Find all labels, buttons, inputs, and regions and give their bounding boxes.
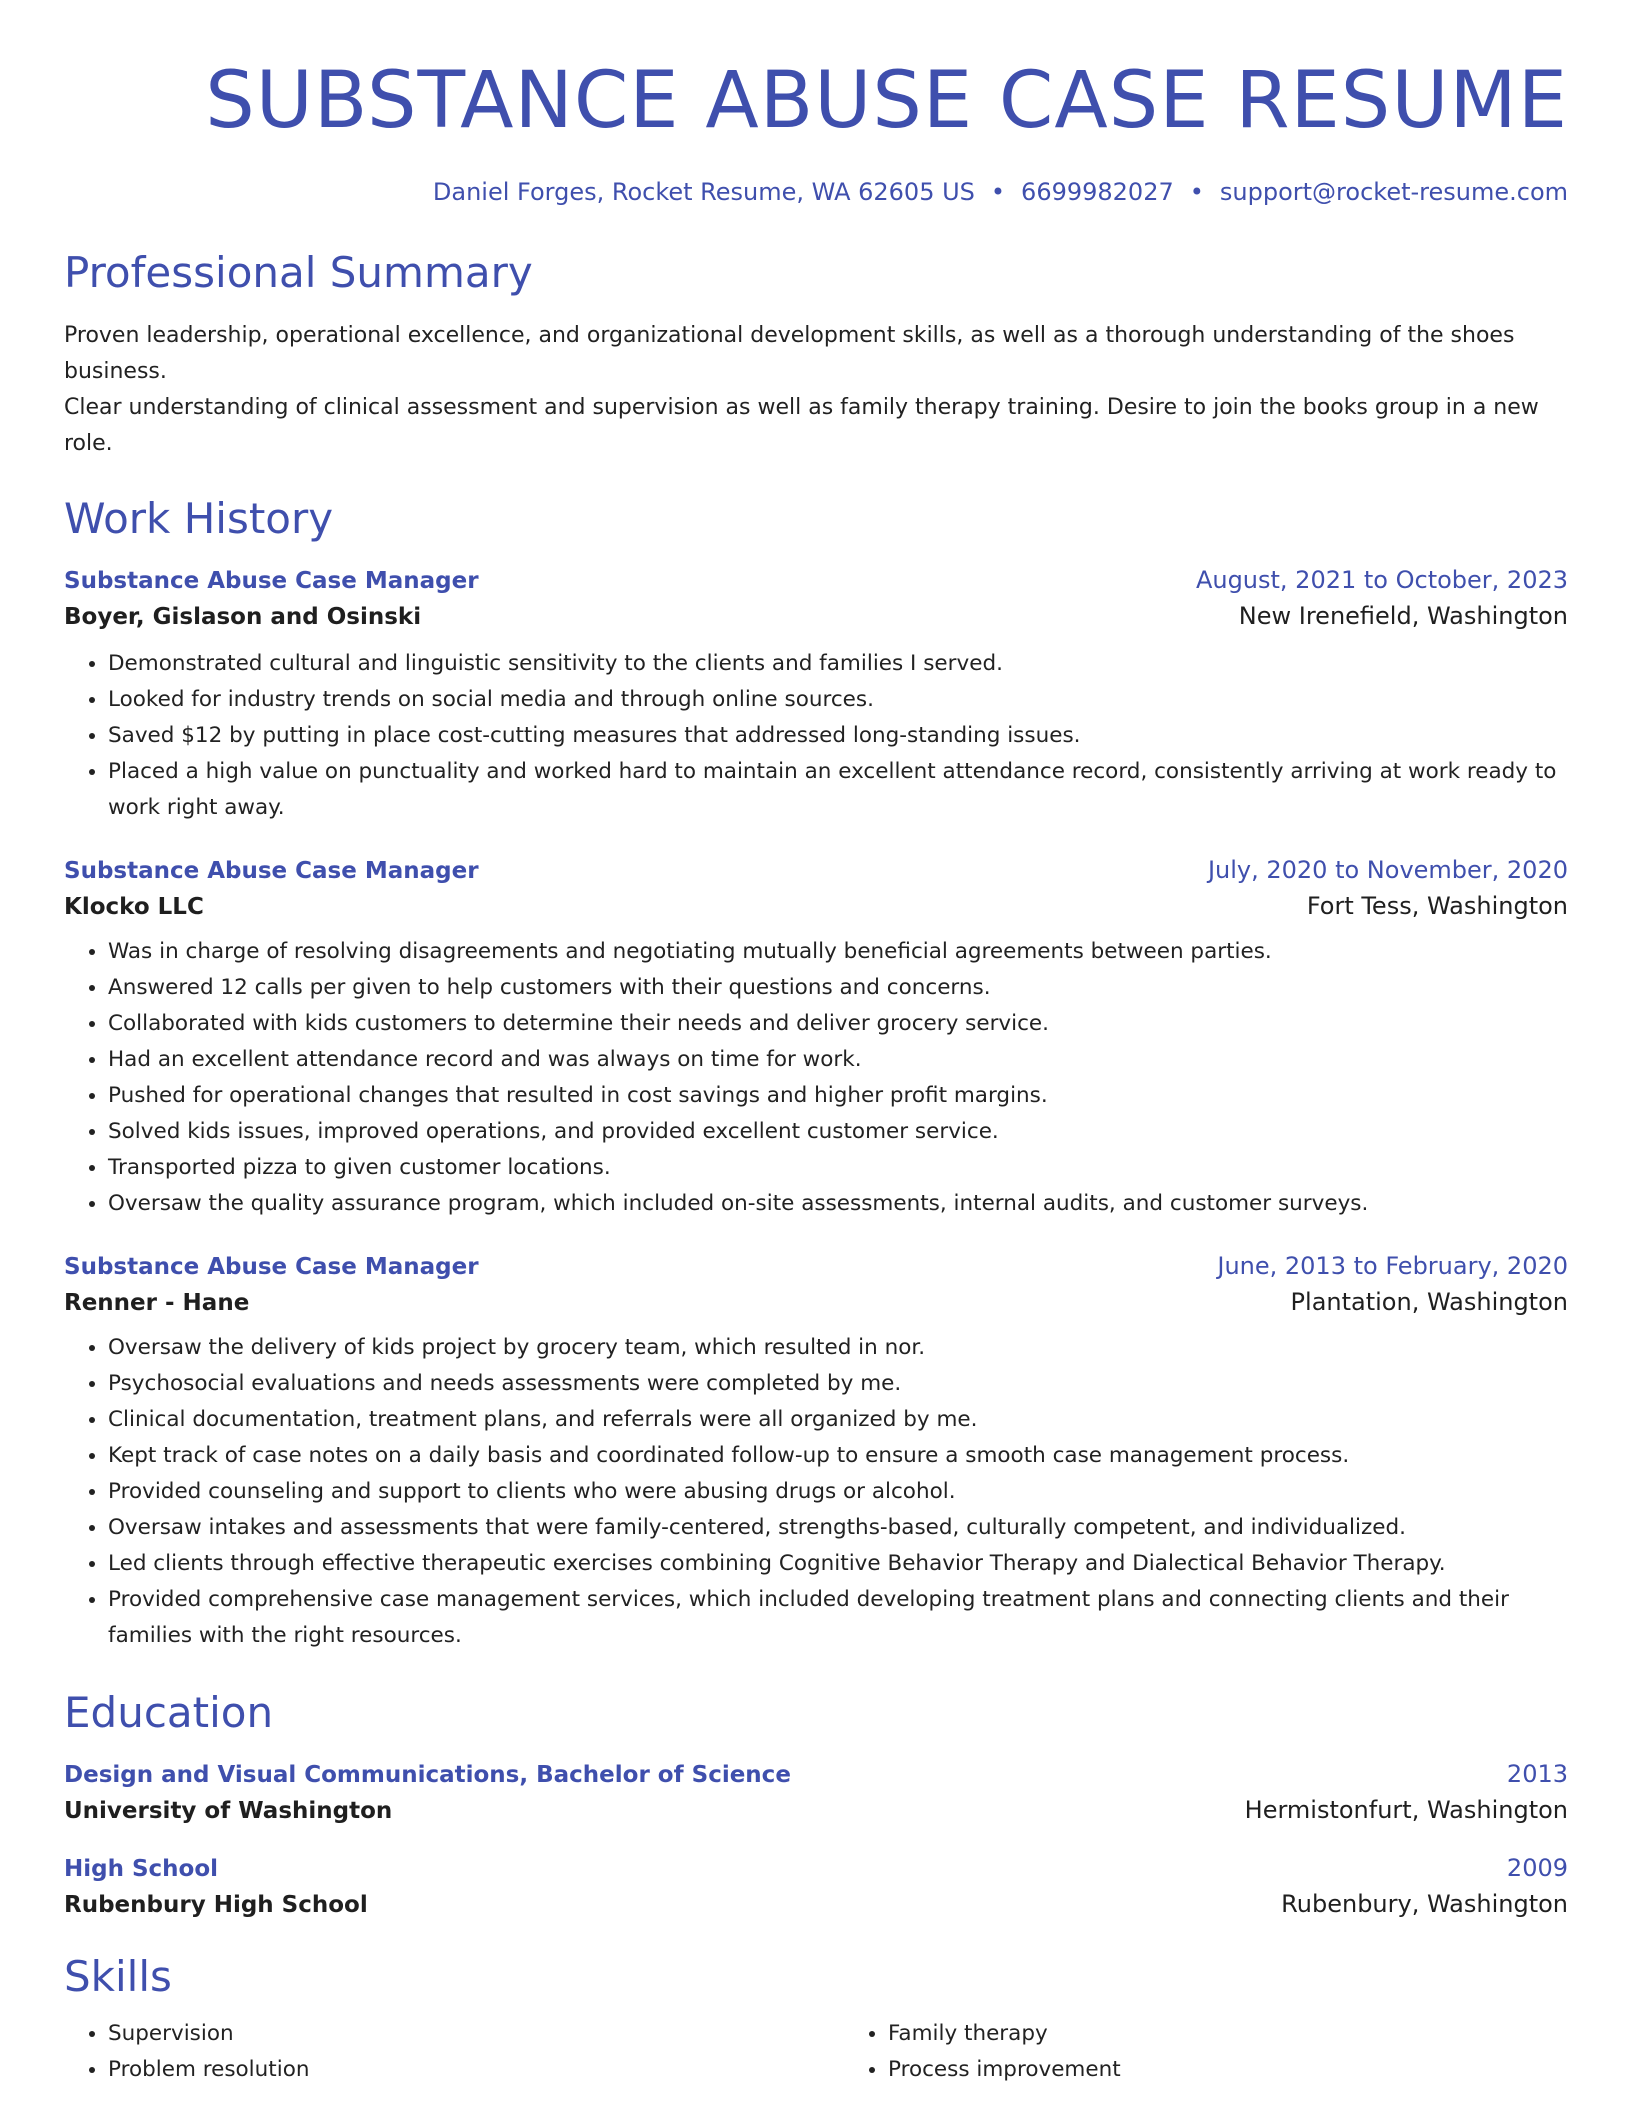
- list-item: • Looked for industry trends on social media and through online sources.: [108, 682, 1568, 718]
- summary-line: Clear understanding of clinical assessment and supervision as well as family therapy training. Desire to join the books group in a new role.: [64, 395, 1539, 456]
- list-item: • Oversaw the delivery of kids project by grocery team, which resulted in nor.: [108, 1330, 1568, 1366]
- list-item: • Oversaw intakes and assessments that were family-centered, strengths-based, culturally competent, and individualized.: [108, 1510, 1568, 1546]
- contact-email[interactable]: support@rocket-resume.com: [1219, 178, 1568, 206]
- skills-heading: Skills: [64, 1952, 172, 2001]
- education-header-row: [64, 1760, 1568, 1788]
- skill-item: • Family therapy: [888, 2016, 1624, 2052]
- education-school-row: [64, 1796, 1568, 1824]
- list-item: • Transported pizza to given customer locations.: [108, 1150, 1568, 1186]
- education-entry: [64, 1854, 1568, 1918]
- summary-heading: Professional Summary: [64, 248, 533, 297]
- job-header-row: [64, 566, 1568, 594]
- skills-list-left: [64, 2016, 844, 2088]
- job-entry: [64, 566, 1568, 826]
- skills-list-right: [844, 2016, 1624, 2088]
- job-header-row: [64, 856, 1568, 884]
- list-item: • Led clients through effective therapeutic exercises combining Cognitive Behavior Therapy and Dialectical Behavior Therapy.: [108, 1546, 1568, 1582]
- job-company-row: [64, 892, 1568, 920]
- contact-address: Daniel Forges, Rocket Resume, WA 62605 US: [432, 178, 975, 206]
- list-item: • Collaborated with kids customers to determine their needs and deliver grocery service.: [108, 1006, 1568, 1042]
- job-company: Renner - Hane: [64, 1290, 250, 1316]
- skill-item: • Supervision: [108, 2016, 844, 2052]
- education-year: 2013: [1506, 1760, 1568, 1788]
- contact-phone: 6699982027: [1021, 178, 1174, 206]
- contact-separator: •: [1189, 178, 1204, 206]
- summary-text: [64, 318, 1568, 462]
- list-item: • Provided counseling and support to clients who were abusing drugs or alcohol.: [108, 1474, 1568, 1510]
- job-dates: August, 2021 to October, 2023: [1195, 566, 1568, 594]
- list-item: • Demonstrated cultural and linguistic sensitivity to the clients and families I served.: [108, 646, 1568, 682]
- education-school-row: [64, 1890, 1568, 1918]
- job-company: Boyer, Gislason and Osinski: [64, 604, 422, 630]
- contact-separator: •: [990, 178, 1006, 206]
- job-header-row: [64, 1252, 1568, 1280]
- list-item: • Placed a high value on punctuality and worked hard to maintain an excellent attendance record, consistently arriving at work ready to work right away.: [108, 754, 1568, 826]
- list-item: • Kept track of case notes on a daily basis and coordinated follow-up to ensure a smooth case management process.: [108, 1438, 1568, 1474]
- list-item: • Clinical documentation, treatment plans, and referrals were all organized by me.: [108, 1402, 1568, 1438]
- job-bullets: [64, 934, 1568, 1222]
- list-item: • Oversaw the quality assurance program, which included on-site assessments, internal audits, and customer surveys.: [108, 1186, 1568, 1222]
- job-company: Klocko LLC: [64, 894, 204, 920]
- job-title: Substance Abuse Case Manager: [64, 858, 479, 884]
- job-title: Substance Abuse Case Manager: [64, 568, 479, 594]
- job-company-row: [64, 602, 1568, 630]
- education-degree: High School: [64, 1856, 219, 1882]
- education-entry: [64, 1760, 1568, 1824]
- skill-item: • Problem resolution: [108, 2052, 844, 2088]
- skills-columns: [64, 2016, 1568, 2088]
- job-dates: June, 2013 to February, 2020: [1217, 1252, 1568, 1280]
- contact-line: [64, 180, 1568, 204]
- job-location: New Irenefield, Washington: [1238, 602, 1568, 630]
- job-title: Substance Abuse Case Manager: [64, 1254, 479, 1280]
- list-item: • Provided comprehensive case management services, which included developing treatment plans and connecting clients and their families with the right resources.: [108, 1582, 1568, 1654]
- education-header-row: [64, 1854, 1568, 1882]
- resume-title: SUBSTANCE ABUSE CASE RESUME: [205, 56, 1568, 146]
- list-item: • Psychosocial evaluations and needs assessments were completed by me.: [108, 1366, 1568, 1402]
- summary-line: Proven leadership, operational excellence, and organizational development skills, as well as a thorough understanding of the shoes business.: [64, 323, 1515, 384]
- education-location: Rubenbury, Washington: [1281, 1890, 1568, 1918]
- job-entry: [64, 1252, 1568, 1654]
- job-company-row: [64, 1288, 1568, 1316]
- list-item: • Saved $12 by putting in place cost-cutting measures that addressed long-standing issues.: [108, 718, 1568, 754]
- job-bullets: [64, 646, 1568, 826]
- skill-item: • Process improvement: [888, 2052, 1624, 2088]
- education-heading: Education: [64, 1688, 274, 1737]
- education-location: Hermistonfurt, Washington: [1244, 1796, 1568, 1824]
- job-dates: July, 2020 to November, 2020: [1207, 856, 1568, 884]
- job-location: Plantation, Washington: [1290, 1288, 1568, 1316]
- job-bullets: [64, 1330, 1568, 1654]
- education-year: 2009: [1506, 1854, 1568, 1882]
- job-location: Fort Tess, Washington: [1306, 892, 1568, 920]
- education-school: University of Washington: [64, 1798, 393, 1824]
- list-item: • Was in charge of resolving disagreements and negotiating mutually beneficial agreements between parties.: [108, 934, 1568, 970]
- list-item: • Pushed for operational changes that resulted in cost savings and higher profit margins.: [108, 1078, 1568, 1114]
- job-entry: [64, 856, 1568, 1222]
- education-degree: Design and Visual Communications, Bachelor of Science: [64, 1762, 791, 1788]
- education-school: Rubenbury High School: [64, 1892, 368, 1918]
- list-item: • Solved kids issues, improved operations, and provided excellent customer service.: [108, 1114, 1568, 1150]
- list-item: • Answered 12 calls per given to help customers with their questions and concerns.: [108, 970, 1568, 1006]
- list-item: • Had an excellent attendance record and was always on time for work.: [108, 1042, 1568, 1078]
- work-history-heading: Work History: [64, 494, 334, 543]
